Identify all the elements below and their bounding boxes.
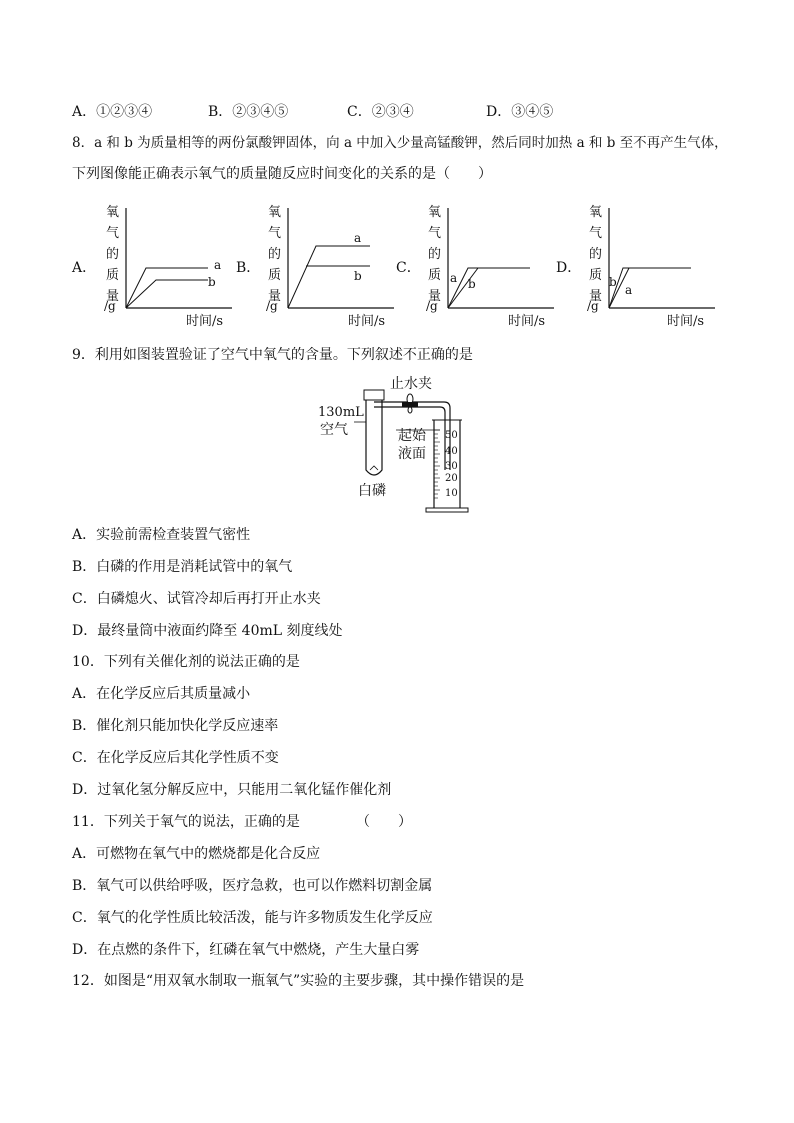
- graph-option-b-letter: B．: [236, 260, 261, 276]
- q10-stem: 10．下列有关催化剂的说法正确的是: [72, 654, 300, 670]
- graph-option-c-letter: C．: [396, 260, 421, 276]
- y-label-char: 气: [428, 226, 442, 241]
- x-axis-label: 时间/s: [348, 314, 386, 329]
- label-air-volume: 130mL: [318, 405, 364, 420]
- curve-b-label: b: [208, 275, 216, 289]
- q12-stem: 12．如图是“用双氧水制取一瓶氧气”实验的主要步骤，其中操作错误的是: [72, 973, 525, 989]
- q11-answer-blank: （ ）: [356, 814, 412, 830]
- y-label-char: 的: [106, 247, 120, 262]
- q9-apparatus-diagram: [312, 372, 482, 522]
- y-label-char: 气: [106, 226, 120, 241]
- graph-option-a-letter: A．: [72, 260, 97, 276]
- curve-a-label: a: [625, 283, 633, 297]
- curve-a-label: a: [450, 271, 458, 285]
- q10-option-d: D．过氧化氢分解反应中，只能用二氧化锰作催化剂: [72, 782, 392, 798]
- graph-a: [100, 200, 240, 330]
- q7-option-d: D．③④⑤: [486, 104, 554, 120]
- curve-a: [126, 268, 208, 308]
- q9-stem: 9．利用如图装置验证了空气中氧气的含量。下列叙述不正确的是: [72, 347, 473, 363]
- q9-option-d: D．最终量筒中液面约降至 40mL 刻度线处: [72, 623, 343, 639]
- y-label-char: 质: [268, 268, 282, 283]
- q7-option-a: A．①②③④: [72, 104, 153, 120]
- y-label-char: 的: [268, 247, 282, 262]
- q9-option-c: C．白磷熄火、试管冷却后再打开止水夹: [72, 591, 321, 607]
- q7-option-c: C．②③④: [347, 104, 414, 120]
- scale-mark-40: 40: [445, 446, 458, 457]
- y-axis-unit: /g: [426, 299, 438, 313]
- phosphorus-mark: [370, 466, 378, 470]
- curve-b-label: b: [468, 277, 476, 291]
- y-label-char: 的: [589, 247, 603, 262]
- y-label-char: 量: [106, 289, 120, 304]
- q7-option-b: B．②③④⑤: [208, 104, 289, 120]
- x-axis-label: 时间/s: [186, 314, 224, 329]
- y-label-char: 气: [268, 226, 282, 241]
- x-axis-label: 时间/s: [508, 314, 546, 329]
- y-label-char: 质: [589, 268, 603, 283]
- scale-mark-30: 30: [445, 461, 458, 472]
- q11-option-a: A．可燃物在氧气中的燃烧都是化合反应: [72, 846, 321, 862]
- y-axis-unit: /g: [587, 299, 599, 313]
- y-label-char: 量: [268, 289, 282, 304]
- graph-option-d-letter: D．: [556, 260, 582, 276]
- y-label-char: 氧: [589, 205, 603, 220]
- x-axis-label: 时间/s: [667, 314, 705, 329]
- label-air: 空气: [320, 422, 348, 438]
- curve-a-label: a: [214, 258, 222, 272]
- y-label-char: 量: [589, 289, 603, 304]
- q9-option-a: A．实验前需检查装置气密性: [72, 527, 251, 543]
- label-start-level-1: 起始: [398, 428, 426, 444]
- label-start-level-2: 液面: [398, 446, 426, 462]
- curve-b-label: b: [354, 269, 362, 283]
- curve-b-label: b: [609, 275, 617, 289]
- label-clamp: 止水夹: [390, 376, 432, 392]
- scale-mark-20: 20: [445, 473, 458, 484]
- graph-d: [583, 200, 723, 330]
- q11-stem: 11．下列关于氧气的说法，正确的是: [72, 814, 300, 830]
- q8-stem-line1: 8．a 和 b 为质量相等的两份氯酸钾固体，向 a 中加入少量高锰酸钾，然后同时加热 a 和 b 至不再产生气体，: [72, 135, 728, 151]
- y-label-char: 质: [106, 268, 120, 283]
- q11-option-c: C．氧气的化学性质比较活泼，能与许多物质发生化学反应: [72, 910, 433, 926]
- y-label-char: 氧: [428, 205, 442, 220]
- q11-option-d: D．在点燃的条件下，红磷在氧气中燃烧，产生大量白雾: [72, 942, 420, 958]
- q10-option-c: C．在化学反应后其化学性质不变: [72, 750, 279, 766]
- q10-option-a: A．在化学反应后其质量减小: [72, 686, 251, 702]
- y-axis-unit: /g: [104, 299, 116, 313]
- test-tube: [366, 394, 382, 475]
- graph-c: [422, 200, 562, 330]
- stopper: [364, 390, 384, 400]
- y-label-char: 氧: [268, 205, 282, 220]
- y-label-char: 气: [589, 226, 603, 241]
- y-label-char: 质: [428, 268, 442, 283]
- q8-stem-line2: 下列图像能正确表示氧气的质量随反应时间变化的关系的是（ ）: [72, 166, 492, 182]
- q9-option-b: B．白磷的作用是消耗试管中的氧气: [72, 559, 293, 575]
- curve-a-label: a: [354, 231, 362, 245]
- q7-options: [0, 101, 794, 121]
- y-label-char: 氧: [106, 205, 120, 220]
- curve-a: [448, 268, 530, 308]
- scale-mark-50: 50: [445, 430, 458, 441]
- y-label-char: 量: [428, 289, 442, 304]
- cylinder-base: [426, 508, 468, 512]
- y-axis-unit: /g: [266, 299, 278, 313]
- scale-mark-10: 10: [445, 488, 458, 499]
- y-label-char: 的: [428, 247, 442, 262]
- q11-option-b: B．氧气可以供给呼吸，医疗急救，也可以作燃料切割金属: [72, 878, 433, 894]
- q10-option-b: B．催化剂只能加快化学反应速率: [72, 718, 279, 734]
- graph-b: [262, 200, 402, 330]
- scale-ticks: [434, 430, 440, 498]
- curve-b: [609, 268, 691, 308]
- label-phosphorus: 白磷: [358, 483, 386, 499]
